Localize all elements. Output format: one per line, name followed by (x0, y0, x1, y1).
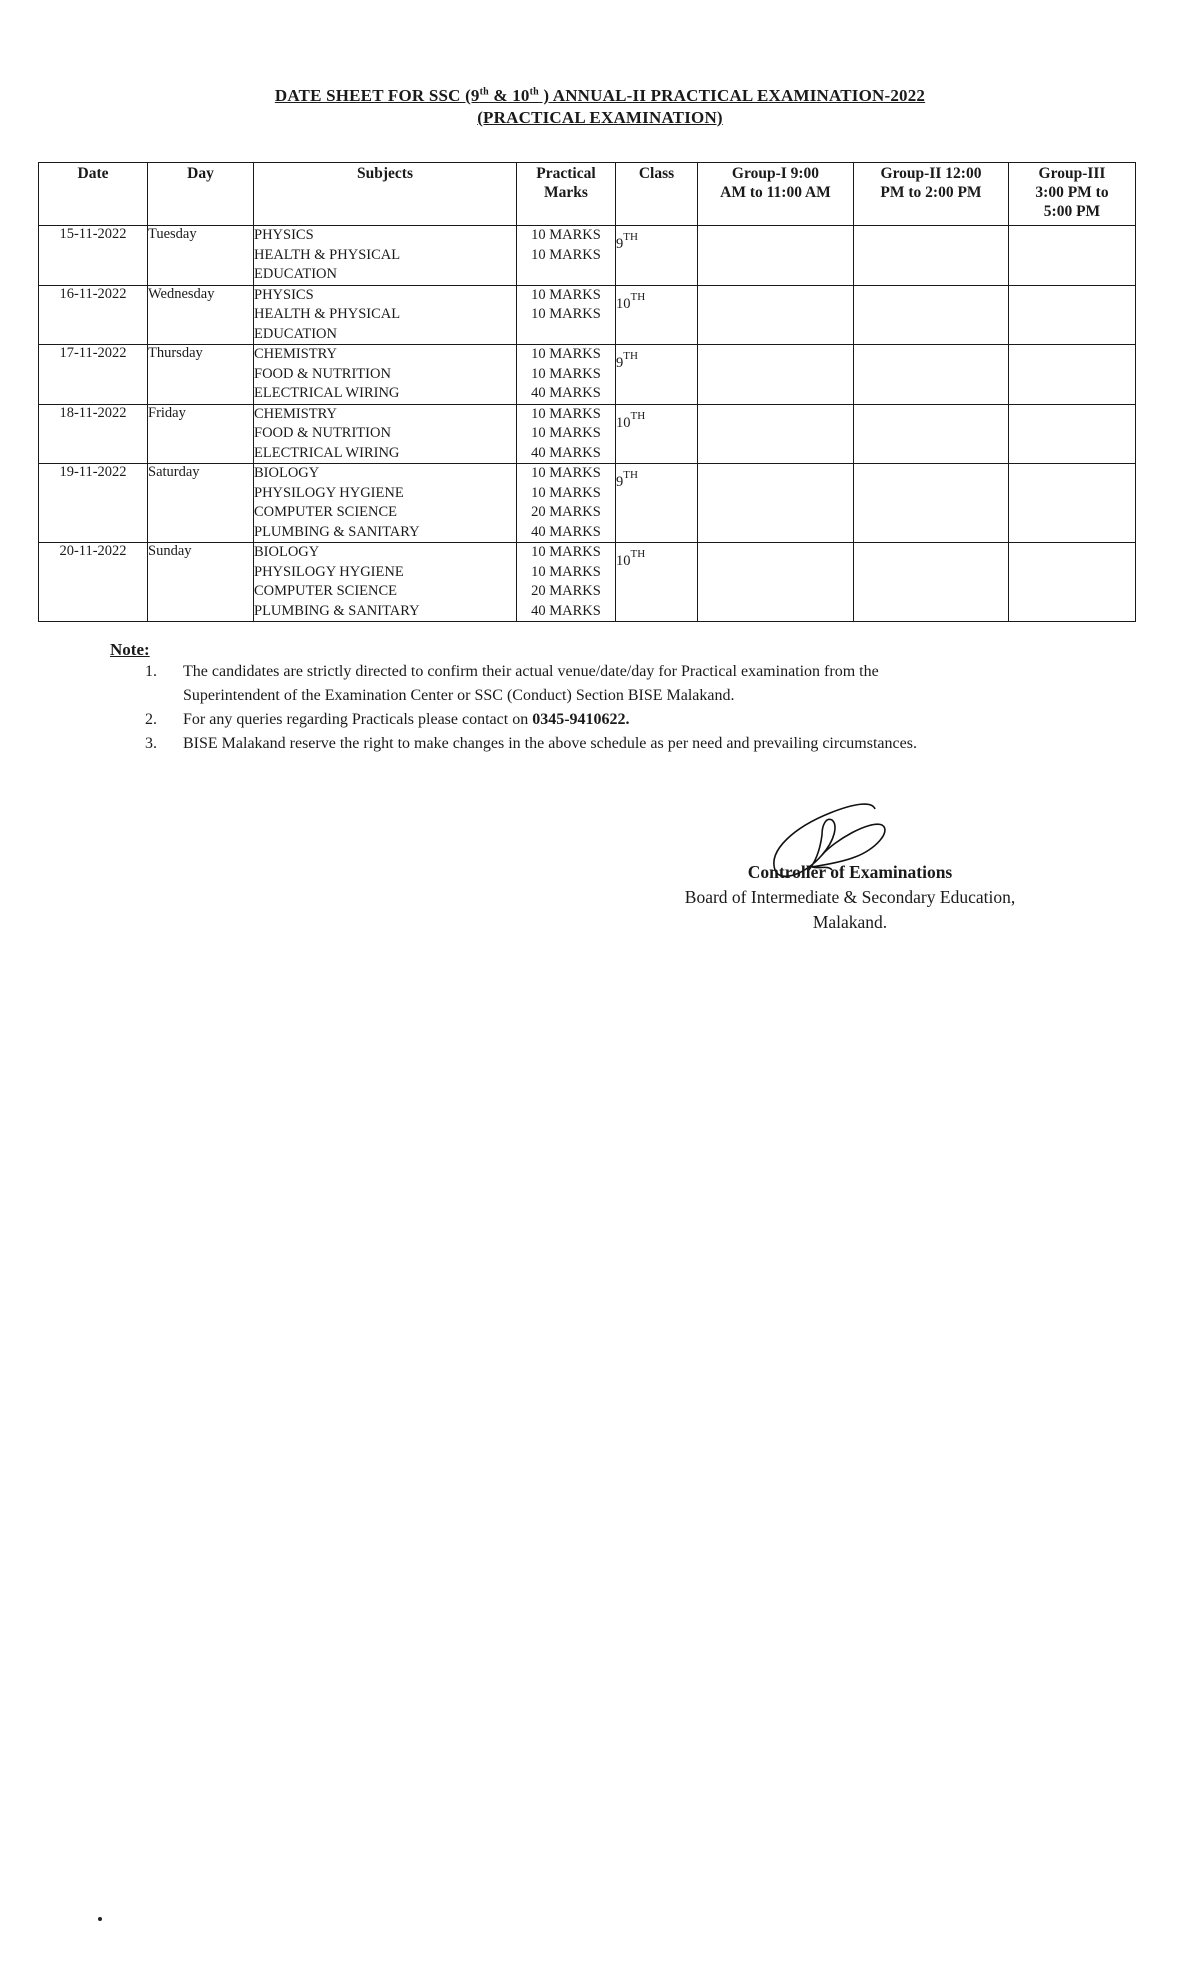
signatory-location: Malakand. (812, 912, 888, 932)
class-suffix: TH (623, 350, 638, 362)
marks-value: 10 MARKS (531, 544, 601, 560)
cell-subjects (254, 464, 517, 543)
marks-value: 10 MARKS (531, 405, 601, 422)
subject-name: PHYSICS (254, 227, 314, 243)
subject-name: EDUCATION (254, 325, 337, 342)
scan-speck (98, 1917, 102, 1921)
subject-name: FOOD & NUTRITION (254, 425, 391, 441)
table-row (39, 404, 1136, 464)
marks-value: 40 MARKS (531, 602, 601, 619)
table-header-row (39, 163, 1136, 226)
subject-name: BIOLOGY (254, 544, 320, 560)
marks-value: 10 MARKS (531, 227, 601, 243)
class-number: 10 (616, 414, 631, 431)
marks-value: 10 MARKS (531, 465, 601, 481)
marks-value: 10 MARKS (531, 346, 601, 362)
table-body (39, 226, 1136, 622)
contact-number: 0345-9410622. (532, 711, 630, 728)
cell-practical-marks (517, 226, 616, 286)
signatory-org: Board of Intermediate & Secondary Education, (684, 887, 1016, 907)
subject-name: COMPUTER SCIENCE (254, 504, 398, 520)
table-row (39, 226, 1136, 286)
document-title (0, 86, 1200, 106)
note-number: 1. (145, 663, 157, 680)
note-item (110, 708, 1120, 732)
title-text: DATE SHEET FOR SSC (9 (274, 86, 480, 105)
note-number: 2. (145, 711, 157, 728)
table-row (39, 543, 1136, 622)
marks-value: 20 MARKS (531, 504, 601, 520)
cell-class (616, 285, 698, 345)
cell-day: Friday (148, 404, 254, 464)
subject-name: HEALTH & PHYSICAL (254, 246, 401, 263)
cell-subjects (254, 543, 517, 622)
header-subjects: Subjects (254, 163, 517, 226)
class-number: 10 (616, 553, 631, 569)
marks-value: 10 MARKS (531, 484, 601, 501)
cell-day: Wednesday (148, 285, 254, 345)
class-number: 9 (616, 236, 624, 252)
marks-value: 40 MARKS (531, 444, 601, 461)
cell-date: 20-11-2022 (39, 543, 148, 622)
title-text: & 10 (488, 86, 530, 105)
marks-value: 10 MARKS (531, 425, 601, 441)
cell-subjects (254, 345, 517, 405)
cell-class (616, 464, 698, 543)
cell-class (616, 345, 698, 405)
cell-group-3 (1009, 464, 1136, 543)
class-number: 10 (616, 295, 631, 312)
cell-practical-marks (517, 543, 616, 622)
note-text: Superintendent of the Examination Center or SSC (Conduct) Section BISE Malakand. (183, 687, 735, 704)
title-text: ) ANNUAL-II PRACTICAL EXAMINATION-2022 (538, 86, 926, 105)
header-date: Date (39, 163, 148, 226)
cell-class (616, 404, 698, 464)
subject-name: PHYSICS (254, 286, 314, 303)
class-suffix: TH (630, 290, 646, 303)
class-suffix: TH (630, 548, 646, 560)
subject-name: CHEMISTRY (254, 346, 337, 362)
cell-group-3 (1009, 285, 1136, 345)
subject-name: BIOLOGY (254, 465, 320, 481)
table-row (39, 464, 1136, 543)
subject-name: FOOD & NUTRITION (254, 365, 391, 382)
note-text: The candidates are strictly directed to confirm their actual venue/date/day for Practical examination from the (183, 663, 879, 680)
header-group-3: Group-III 3:00 PM to 5:00 PM (1009, 163, 1136, 226)
table-row (39, 285, 1136, 345)
cell-group-1 (698, 226, 854, 286)
header-group-1: Group-I 9:00 AM to 11:00 AM (698, 163, 854, 226)
marks-value: 10 MARKS (531, 563, 601, 580)
cell-subjects (254, 404, 517, 464)
note-item (110, 660, 1120, 708)
cell-date: 15-11-2022 (39, 226, 148, 286)
note-label: Note: (110, 640, 150, 659)
cell-group-2 (854, 543, 1009, 622)
note-text: BISE Malakand reserve the right to make changes in the above schedule as per need and prevailing circumstances. (183, 735, 917, 752)
cell-class (616, 226, 698, 286)
subject-name: PLUMBING & SANITARY (254, 602, 420, 619)
subject-name: ELECTRICAL WIRING (254, 444, 400, 461)
cell-day: Thursday (148, 345, 254, 405)
cell-group-1 (698, 404, 854, 464)
title-superscript: th (479, 86, 489, 98)
cell-practical-marks (517, 345, 616, 405)
date-sheet-table (38, 162, 1136, 622)
header-day: Day (148, 163, 254, 226)
subject-name: HEALTH & PHYSICAL (254, 306, 401, 322)
table-row (39, 345, 1136, 405)
cell-practical-marks (517, 404, 616, 464)
header-practical-marks: Practical Marks (517, 163, 616, 226)
document-subtitle: (PRACTICAL EXAMINATION) (477, 108, 723, 127)
signatory-title: Controller of Examinations (747, 862, 953, 882)
cell-group-2 (854, 404, 1009, 464)
marks-value: 10 MARKS (531, 306, 601, 322)
class-suffix: TH (623, 231, 638, 243)
subject-name: ELECTRICAL WIRING (254, 385, 400, 401)
marks-value: 10 MARKS (531, 365, 601, 382)
subject-name: COMPUTER SCIENCE (254, 583, 398, 599)
class-number: 9 (616, 355, 624, 371)
subject-name: PHYSILOGY HYGIENE (254, 563, 404, 580)
cell-group-2 (854, 464, 1009, 543)
cell-group-1 (698, 285, 854, 345)
cell-day: Saturday (148, 464, 254, 543)
cell-day: Sunday (148, 543, 254, 622)
cell-group-2 (854, 285, 1009, 345)
title-superscript: th (529, 86, 539, 98)
cell-subjects (254, 226, 517, 286)
cell-day: Tuesday (148, 226, 254, 286)
cell-group-3 (1009, 543, 1136, 622)
subject-name: PHYSILOGY HYGIENE (254, 484, 404, 501)
cell-practical-marks (517, 285, 616, 345)
cell-group-3 (1009, 226, 1136, 286)
cell-practical-marks (517, 464, 616, 543)
marks-value: 10 MARKS (531, 286, 601, 303)
header-group-2: Group-II 12:00 PM to 2:00 PM (854, 163, 1009, 226)
marks-value: 20 MARKS (531, 583, 601, 599)
cell-subjects (254, 285, 517, 345)
subject-name: CHEMISTRY (254, 405, 337, 422)
cell-date: 19-11-2022 (39, 464, 148, 543)
marks-value: 10 MARKS (531, 246, 601, 263)
subject-name: EDUCATION (254, 266, 337, 282)
note-number: 3. (145, 735, 157, 752)
cell-group-1 (698, 543, 854, 622)
signatory-block (620, 860, 1080, 935)
cell-group-3 (1009, 345, 1136, 405)
cell-date: 17-11-2022 (39, 345, 148, 405)
class-number: 9 (616, 474, 624, 490)
cell-group-2 (854, 226, 1009, 286)
class-suffix: TH (630, 409, 646, 422)
cell-group-1 (698, 464, 854, 543)
cell-class (616, 543, 698, 622)
cell-date: 18-11-2022 (39, 404, 148, 464)
subject-name: PLUMBING & SANITARY (254, 523, 420, 540)
cell-group-2 (854, 345, 1009, 405)
marks-value: 40 MARKS (531, 523, 601, 540)
note-text: For any queries regarding Practicals please contact on (183, 711, 533, 728)
cell-group-1 (698, 345, 854, 405)
notes-list (110, 660, 1120, 756)
header-class: Class (616, 163, 698, 226)
note-item (110, 732, 1120, 756)
class-suffix: TH (623, 469, 638, 481)
cell-group-3 (1009, 404, 1136, 464)
cell-date: 16-11-2022 (39, 285, 148, 345)
marks-value: 40 MARKS (531, 385, 601, 401)
